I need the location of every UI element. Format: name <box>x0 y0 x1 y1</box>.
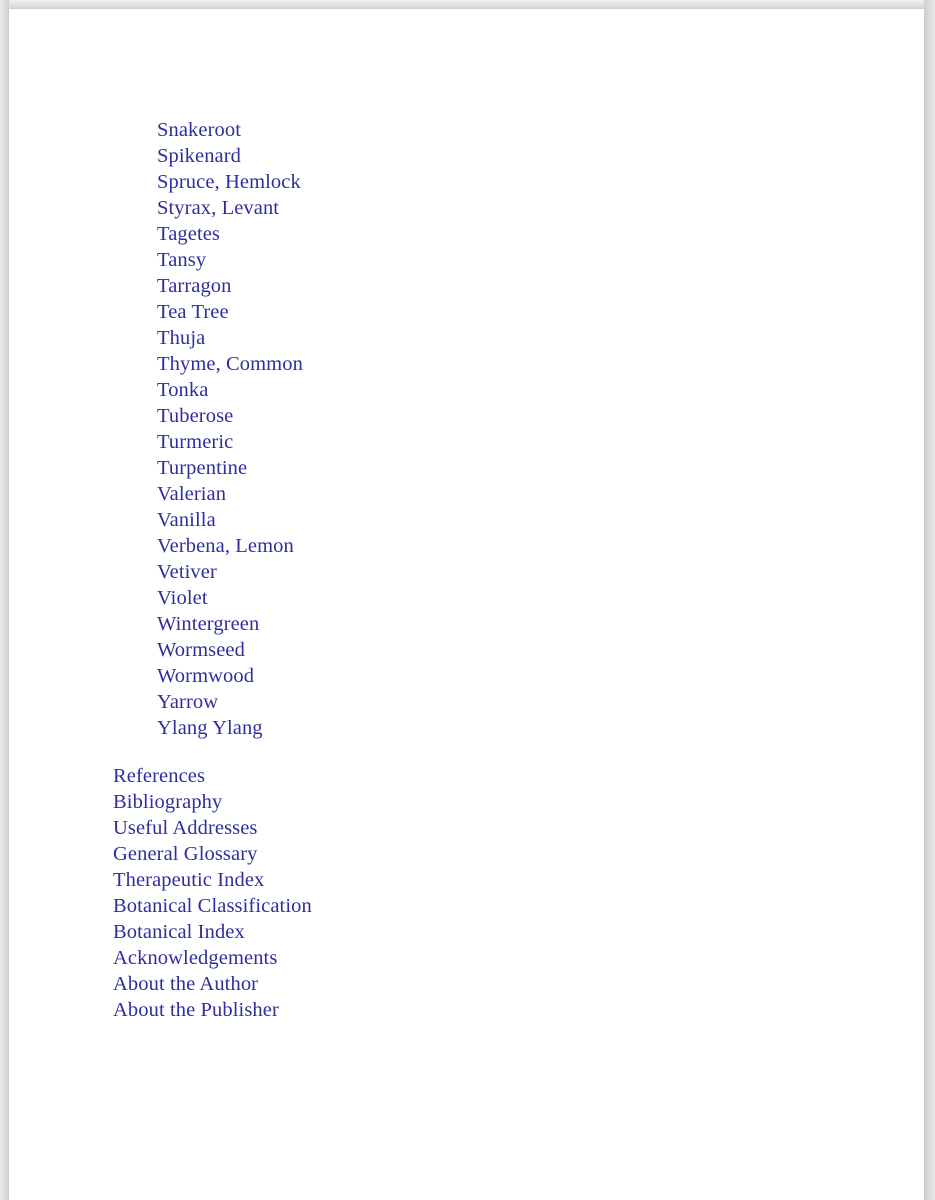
toc-section-oil-entries <box>9 117 924 741</box>
toc-entry[interactable]: Styrax, Levant <box>157 197 280 219</box>
toc-entry[interactable]: Tonka <box>157 379 209 401</box>
toc-entry[interactable]: Tagetes <box>157 223 221 245</box>
toc-entry[interactable]: Tansy <box>157 249 207 271</box>
table-of-contents <box>9 9 924 1023</box>
toc-entry[interactable]: Tarragon <box>157 275 232 297</box>
toc-entry[interactable]: Tea Tree <box>157 301 229 323</box>
viewer-gutter-right <box>924 0 935 1200</box>
toc-entry[interactable]: Yarrow <box>157 691 219 713</box>
toc-entry[interactable]: Botanical Index <box>113 921 245 943</box>
viewer-gutter-left <box>0 0 9 1200</box>
toc-entry[interactable]: Verbena, Lemon <box>157 535 294 557</box>
toc-entry[interactable]: About the Publisher <box>113 999 279 1021</box>
toc-section-back-matter <box>9 763 924 1023</box>
document-page <box>9 9 924 1200</box>
toc-entry[interactable]: Wintergreen <box>157 613 260 635</box>
toc-entry[interactable]: Tuberose <box>157 405 234 427</box>
toc-entry[interactable]: Spikenard <box>157 145 242 167</box>
toc-entry[interactable]: Wormwood <box>157 665 255 687</box>
toc-entry[interactable]: Violet <box>157 587 208 609</box>
viewer-gutter-top <box>0 0 935 9</box>
toc-entry[interactable]: Botanical Classification <box>113 895 312 917</box>
toc-entry[interactable]: Vetiver <box>157 561 217 583</box>
toc-entry[interactable]: Thuja <box>157 327 206 349</box>
toc-entry[interactable]: Thyme, Common <box>157 353 303 375</box>
toc-entry[interactable]: Useful Addresses <box>113 817 258 839</box>
toc-entry[interactable]: General Glossary <box>113 843 258 865</box>
toc-entry[interactable]: Therapeutic Index <box>113 869 265 891</box>
toc-entry[interactable]: Turpentine <box>157 457 248 479</box>
toc-entry[interactable]: Acknowledgements <box>113 947 278 969</box>
toc-entry[interactable]: Turmeric <box>157 431 234 453</box>
toc-entry[interactable]: Wormseed <box>157 639 245 661</box>
toc-entry[interactable]: Vanilla <box>157 509 216 531</box>
toc-entry[interactable]: Ylang Ylang <box>157 717 263 739</box>
toc-entry[interactable]: References <box>113 765 206 787</box>
toc-entry[interactable]: Valerian <box>157 483 227 505</box>
toc-entry[interactable]: About the Author <box>113 973 259 995</box>
toc-entry[interactable]: Bibliography <box>113 791 223 813</box>
toc-entry[interactable]: Snakeroot <box>157 119 242 141</box>
toc-entry[interactable]: Spruce, Hemlock <box>157 171 301 193</box>
